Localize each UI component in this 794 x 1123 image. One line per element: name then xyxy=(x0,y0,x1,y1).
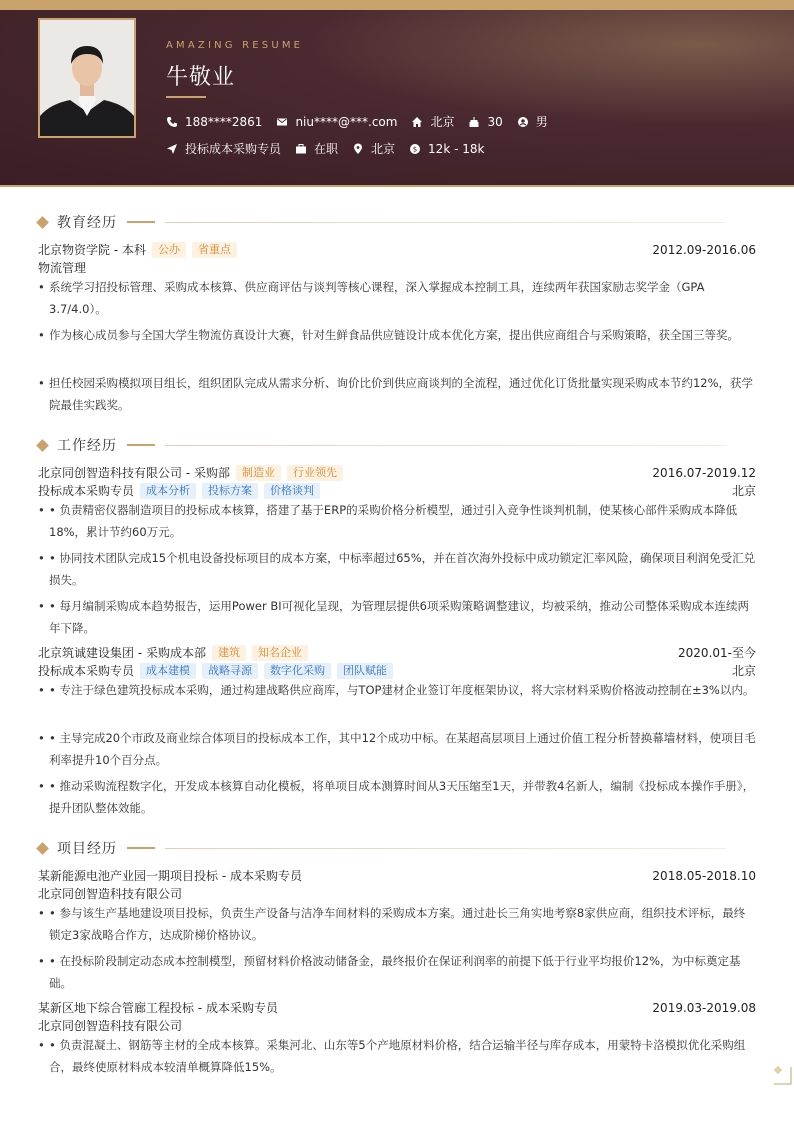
education-bullet: • 作为核心成员参与全国大学生物流仿真设计大赛，针对生鲜食品供应链设计成本优化方案，提出供应商组合与采购策略，获全国三等奖。 xyxy=(38,328,739,342)
email-icon xyxy=(276,116,288,128)
major-text: 物流管理 xyxy=(38,261,87,275)
project-name: 某新区地下综合管廊工程投标 - 成本采购专员 xyxy=(38,1001,278,1015)
role-row xyxy=(38,482,756,499)
status-text: 在职 xyxy=(314,142,339,156)
target-job-item xyxy=(166,140,281,157)
contact-row xyxy=(166,113,562,130)
corner-ornament-icon xyxy=(772,1065,792,1085)
phone-icon xyxy=(166,116,178,128)
name-underline xyxy=(166,96,206,98)
project-name: 某新能源电池产业园一期项目投标 - 成本采购专员 xyxy=(38,869,302,883)
city-item xyxy=(411,113,454,130)
company-name: 北京同创智造科技有限公司 - 采购部 xyxy=(38,466,230,480)
education-date: 2012.09-2016.06 xyxy=(652,242,756,257)
title-accent-line xyxy=(127,221,155,223)
education-bullet: • 担任校园采购模拟项目组长，组织团队完成从需求分析、询价比价到供应商谈判的全流程，通过优化订货批量实现采购成本节约12%，获学院最佳实践奖。 xyxy=(38,376,754,412)
target-city-text: 北京 xyxy=(371,142,396,156)
target-job-text: 投标成本采购专员 xyxy=(185,142,282,156)
project-entry-header xyxy=(38,999,756,1016)
work-entry-header xyxy=(38,644,756,661)
email-item xyxy=(276,115,397,129)
job-intent-row xyxy=(166,140,498,157)
title-divider-line xyxy=(165,222,726,223)
education-section-title xyxy=(36,212,726,232)
role-row xyxy=(38,662,756,679)
work-bullet: • • 负责精密仪器制造项目的投标成本核算，搭建了基于ERP的采购价格分析模型，通过引入竞争性谈判机制，使某核心部件采购成本降低18%，累计节约60万元。 xyxy=(38,503,738,539)
top-accent-bar xyxy=(0,0,794,10)
project-org-row xyxy=(38,1017,756,1034)
project-org-row xyxy=(38,885,756,902)
section-title-text: 工作经历 xyxy=(57,438,117,454)
work-date: 2020.01-至今 xyxy=(678,646,756,660)
title-accent-line xyxy=(127,847,155,849)
company-tag: 行业领先 xyxy=(287,465,343,481)
skill-tag: 成本分析 xyxy=(140,483,196,499)
work-bullet: • • 推动采购流程数字化，开发成本核算自动化模板，将单项目成本测算时间从3天压缩至1天，并带教4名新人，编制《投标成本操作手册》，提升团队整体效能。 xyxy=(38,779,755,815)
project-date: 2018.05-2018.10 xyxy=(652,868,756,883)
gender-item xyxy=(517,113,548,130)
diamond-icon xyxy=(36,842,49,855)
money-icon xyxy=(409,143,421,155)
work-entry-header xyxy=(38,464,756,481)
target-city-item xyxy=(352,140,395,157)
diamond-icon xyxy=(36,216,49,229)
diamond-icon xyxy=(36,439,49,452)
briefcase-icon xyxy=(295,143,307,155)
project-entry-header xyxy=(38,867,756,884)
status-item xyxy=(295,140,338,157)
skill-tag: 投标方案 xyxy=(202,483,258,499)
work-bullet: • • 专注于绿色建筑投标成本采购，通过构建战略供应商库，与TOP建材企业签订年度框架协议，将大宗材料采购价格波动控制在±3%以内。 xyxy=(38,683,755,697)
phone-text: 188****2861 xyxy=(185,114,263,129)
work-bullet: • • 每月编制采购成本趋势报告，运用Power BI可视化呈现，为管理层提供6项采购策略调整建议，均被采纳，推动公司整体采购成本连续两年下降。 xyxy=(38,599,749,635)
school-name: 北京物资学院 - 本科 xyxy=(38,243,146,257)
role-text: 投标成本采购专员 xyxy=(38,664,135,678)
work-date: 2016.07-2019.12 xyxy=(652,465,756,480)
school-tag: 省重点 xyxy=(192,242,237,258)
major-row xyxy=(38,259,756,276)
project-bullet: • • 在投标阶段制定动态成本控制模型，预留材料价格波动储备金，最终报价在保证利润率的前提下低于行业平均报价12%，为中标奠定基础。 xyxy=(38,954,741,990)
age-text: 30 xyxy=(487,114,503,129)
section-title-text: 项目经历 xyxy=(57,841,117,857)
title-divider-line xyxy=(165,445,726,446)
tagline: AMAZING RESUME xyxy=(166,40,304,51)
skill-tag: 团队赋能 xyxy=(337,663,393,679)
title-accent-line xyxy=(127,444,155,446)
project-org: 北京同创智造科技有限公司 xyxy=(38,1019,183,1033)
section-title-text: 教育经历 xyxy=(57,215,117,231)
candidate-name: 牛敬业 xyxy=(166,65,236,90)
salary-item xyxy=(409,142,484,156)
age-item xyxy=(468,115,502,129)
skill-tag: 数字化采购 xyxy=(264,663,331,679)
company-tag: 建筑 xyxy=(212,645,246,661)
svg-text:$: $ xyxy=(412,145,418,153)
location-pin-icon xyxy=(352,143,364,155)
project-date: 2019.03-2019.08 xyxy=(652,1000,756,1015)
send-icon xyxy=(166,143,178,155)
work-section-title xyxy=(36,435,726,455)
email-text: niu****@***.com xyxy=(295,114,398,129)
salary-text: 12k - 18k xyxy=(428,141,485,156)
company-tag: 制造业 xyxy=(236,465,281,481)
work-city: 北京 xyxy=(731,664,756,678)
project-org: 北京同创智造科技有限公司 xyxy=(38,887,183,901)
skill-tag: 价格谈判 xyxy=(264,483,320,499)
skill-tag: 成本建模 xyxy=(140,663,196,679)
title-divider-line xyxy=(165,848,726,849)
work-bullet: • • 协同技术团队完成15个机电设备投标项目的成本方案，中标率超过65%，并在首次海外投标中成功锁定汇率风险，确保项目利润免受汇兑损失。 xyxy=(38,551,756,587)
role-text: 投标成本采购专员 xyxy=(38,484,135,498)
work-city: 北京 xyxy=(731,484,756,498)
profile-photo xyxy=(38,18,136,138)
city-text: 北京 xyxy=(430,115,455,129)
education-bullet: • 系统学习招投标管理、采购成本核算、供应商评估与谈判等核心课程，深入掌握成本控制工具，连续两年获国家励志奖学金（GPA 3.7/4.0）。 xyxy=(38,280,705,316)
company-tag: 知名企业 xyxy=(252,645,308,661)
project-section-title xyxy=(36,838,726,858)
cake-icon xyxy=(468,116,480,128)
phone-item xyxy=(166,115,262,129)
company-name: 北京筑诚建设集团 - 采购成本部 xyxy=(38,646,206,660)
project-bullet: • • 负责混凝土、钢筋等主材的全成本核算。采集河北、山东等5个产地原材料价格，结合运输半径与库存成本，用蒙特卡洛模拟优化采购组合，最终使原材料成本较清单概算降低15%。 xyxy=(38,1038,746,1074)
gender-text: 男 xyxy=(535,115,548,129)
project-bullet: • • 参与该生产基地建设项目投标，负责生产设备与洁净车间材料的采购成本方案。通过赴长三角实地考察8家供应商，组织技术评标，最终锁定3家战略合作方，达成阶梯价格协议。 xyxy=(38,906,746,942)
user-icon xyxy=(517,116,529,128)
header-divider xyxy=(0,185,794,187)
work-bullet: • • 主导完成20个市政及商业综合体项目的投标成本工作，其中12个成功中标。在某超高层项目上通过价值工程分析替换幕墙材料，使项目毛利率提升10个百分点。 xyxy=(38,731,756,767)
home-icon xyxy=(411,116,423,128)
school-tag: 公办 xyxy=(152,242,186,258)
education-entry-header xyxy=(38,241,756,258)
skill-tag: 战略寻源 xyxy=(202,663,258,679)
